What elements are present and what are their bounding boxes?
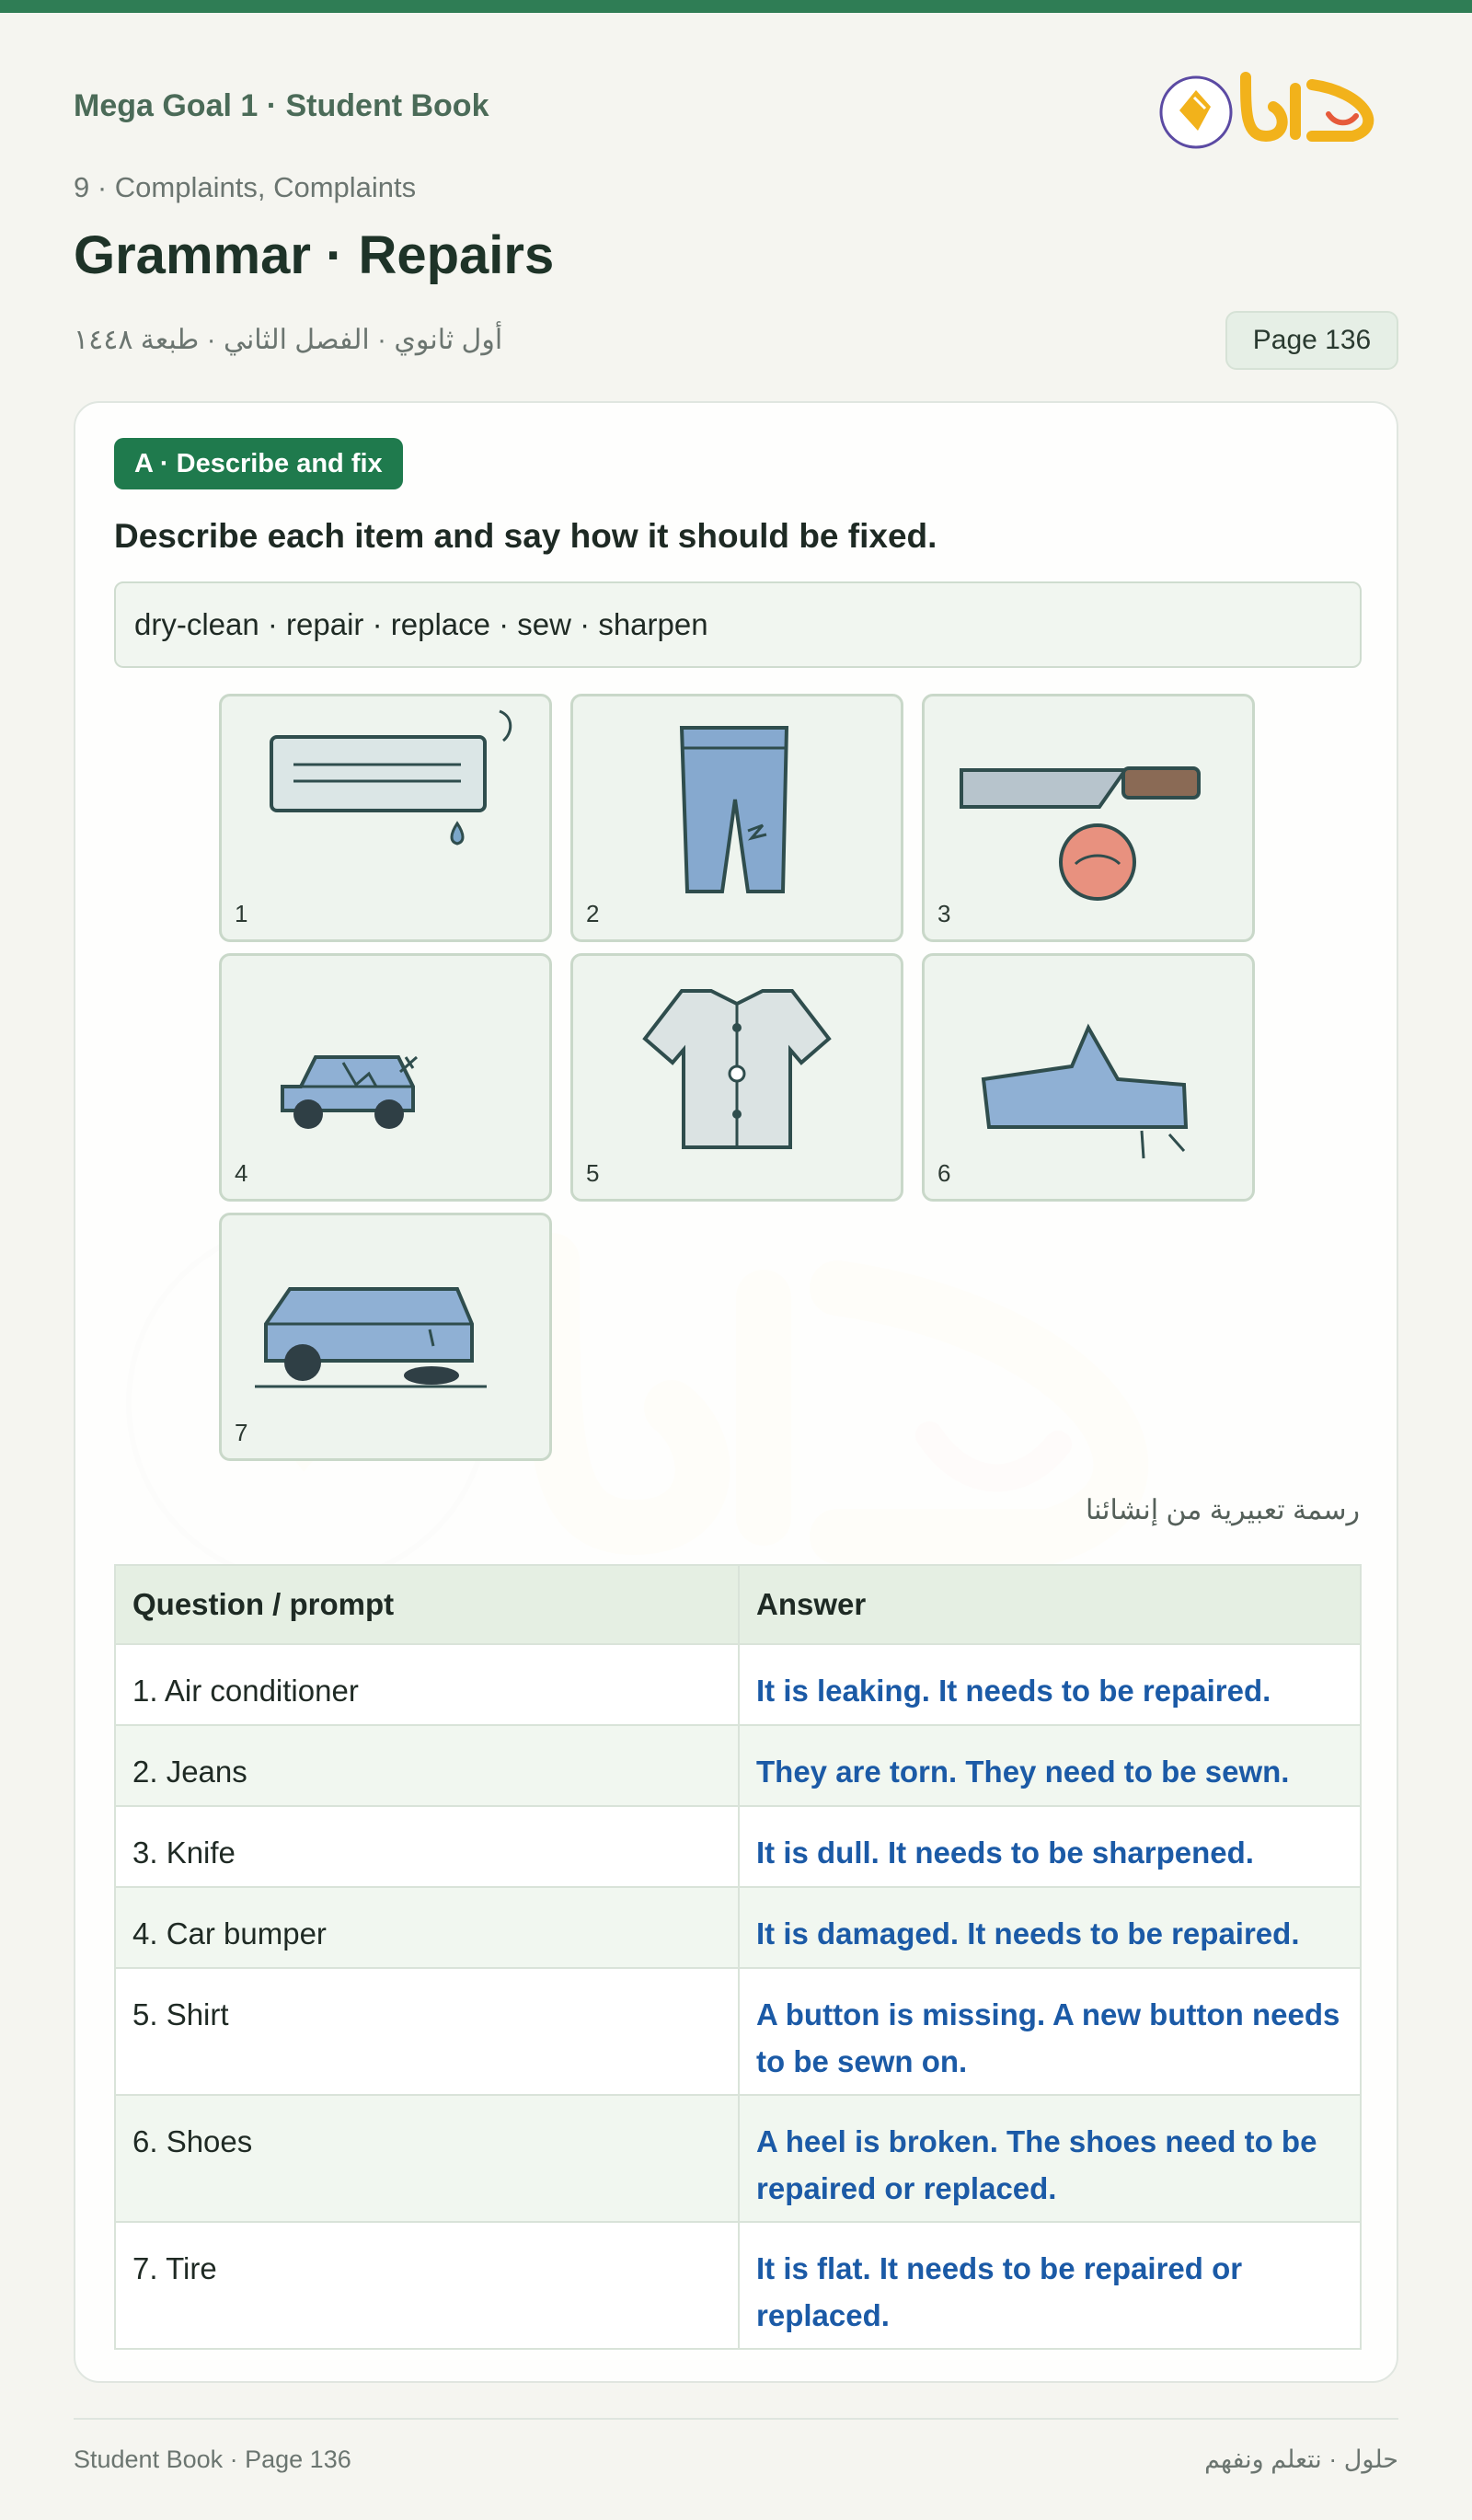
image-number: 6 (937, 1159, 951, 1187)
image-number: 4 (235, 1159, 248, 1187)
image-tile-5 (570, 953, 903, 1202)
answer-cell: A button is missing. A new button needs to be sewn on. (739, 1968, 1361, 2095)
arabic-meta-term: الفصل الثاني (223, 325, 370, 355)
hulul-logo (1157, 57, 1387, 153)
table-row (115, 2095, 1361, 2222)
table-row (115, 1968, 1361, 2095)
damaged-car-icon (222, 956, 549, 1199)
book-title: Mega Goal 1 · Student Book (74, 88, 489, 123)
question-cell: 1. Air conditioner (115, 1644, 739, 1725)
image-tile-2 (570, 694, 903, 942)
image-tile-7 (219, 1213, 552, 1461)
answer-cell: It is flat. It needs to be repaired or replaced. (739, 2222, 1361, 2349)
footer-divider (74, 2418, 1398, 2420)
unit-line: 9 · Complaints, Complaints (74, 171, 417, 203)
table-row (115, 1644, 1361, 1725)
column-header-answer: Answer (739, 1565, 1361, 1644)
arabic-meta-edition: طبعة ١٤٤٨ (74, 325, 200, 355)
flat-tire-car-icon (222, 1215, 549, 1458)
image-number: 5 (586, 1159, 600, 1187)
illustration-caption: رسمة تعبيرية من إنشائنا (1085, 1495, 1360, 1525)
image-number: 1 (235, 900, 248, 927)
image-number: 3 (937, 900, 951, 927)
exercise-instruction: Describe each item and say how it should be fixed. (114, 517, 937, 555)
page-title: Grammar · Repairs (74, 225, 555, 285)
image-tile-1 (219, 694, 552, 942)
section-badge: A · Describe and fix (114, 438, 403, 489)
arabic-meta: أول ثانوي · الفصل الثاني · طبعة ١٤٤٨ (74, 325, 503, 355)
answer-cell: They are torn. They need to be sewn. (739, 1725, 1361, 1806)
question-cell: 4. Car bumper (115, 1887, 739, 1968)
table-row (115, 1887, 1361, 1968)
footer-brand-label: حلول · نتعلم ونفهم (1204, 2445, 1398, 2473)
answers-table (114, 1564, 1362, 2350)
page-number-badge: Page 136 (1225, 311, 1398, 370)
image-tile-3 (922, 694, 1255, 942)
answer-cell: It is damaged. It needs to be repaired. (739, 1887, 1361, 1968)
question-cell: 7. Tire (115, 2222, 739, 2349)
knife-icon (925, 696, 1252, 939)
answer-cell: It is leaking. It needs to be repaired. (739, 1644, 1361, 1725)
shoe-icon (925, 956, 1252, 1199)
image-number: 2 (586, 900, 600, 927)
table-row (115, 1725, 1361, 1806)
image-tile-4 (219, 953, 552, 1202)
question-cell: 3. Knife (115, 1806, 739, 1887)
question-cell: 5. Shirt (115, 1968, 739, 2095)
question-cell: 6. Shoes (115, 2095, 739, 2222)
question-cell: 2. Jeans (115, 1725, 739, 1806)
jeans-icon (573, 696, 901, 939)
table-header-row (115, 1565, 1361, 1644)
top-accent-bar (0, 0, 1472, 13)
image-number: 7 (235, 1419, 248, 1446)
exercise-card (74, 401, 1398, 2383)
table-row (115, 2222, 1361, 2349)
column-header-question: Question / prompt (115, 1565, 739, 1644)
answer-cell: It is dull. It needs to be sharpened. (739, 1806, 1361, 1887)
arabic-meta-grade: أول ثانوي (394, 325, 503, 355)
air-conditioner-icon (222, 696, 549, 939)
image-tile-6 (922, 953, 1255, 1202)
word-bank: dry-clean · repair · replace · sew · sharpen (114, 581, 1362, 668)
answer-cell: A heel is broken. The shoes need to be repaired or replaced. (739, 2095, 1361, 2222)
table-row (115, 1806, 1361, 1887)
footer-page-label: Student Book · Page 136 (74, 2445, 351, 2473)
shirt-icon (573, 956, 901, 1199)
